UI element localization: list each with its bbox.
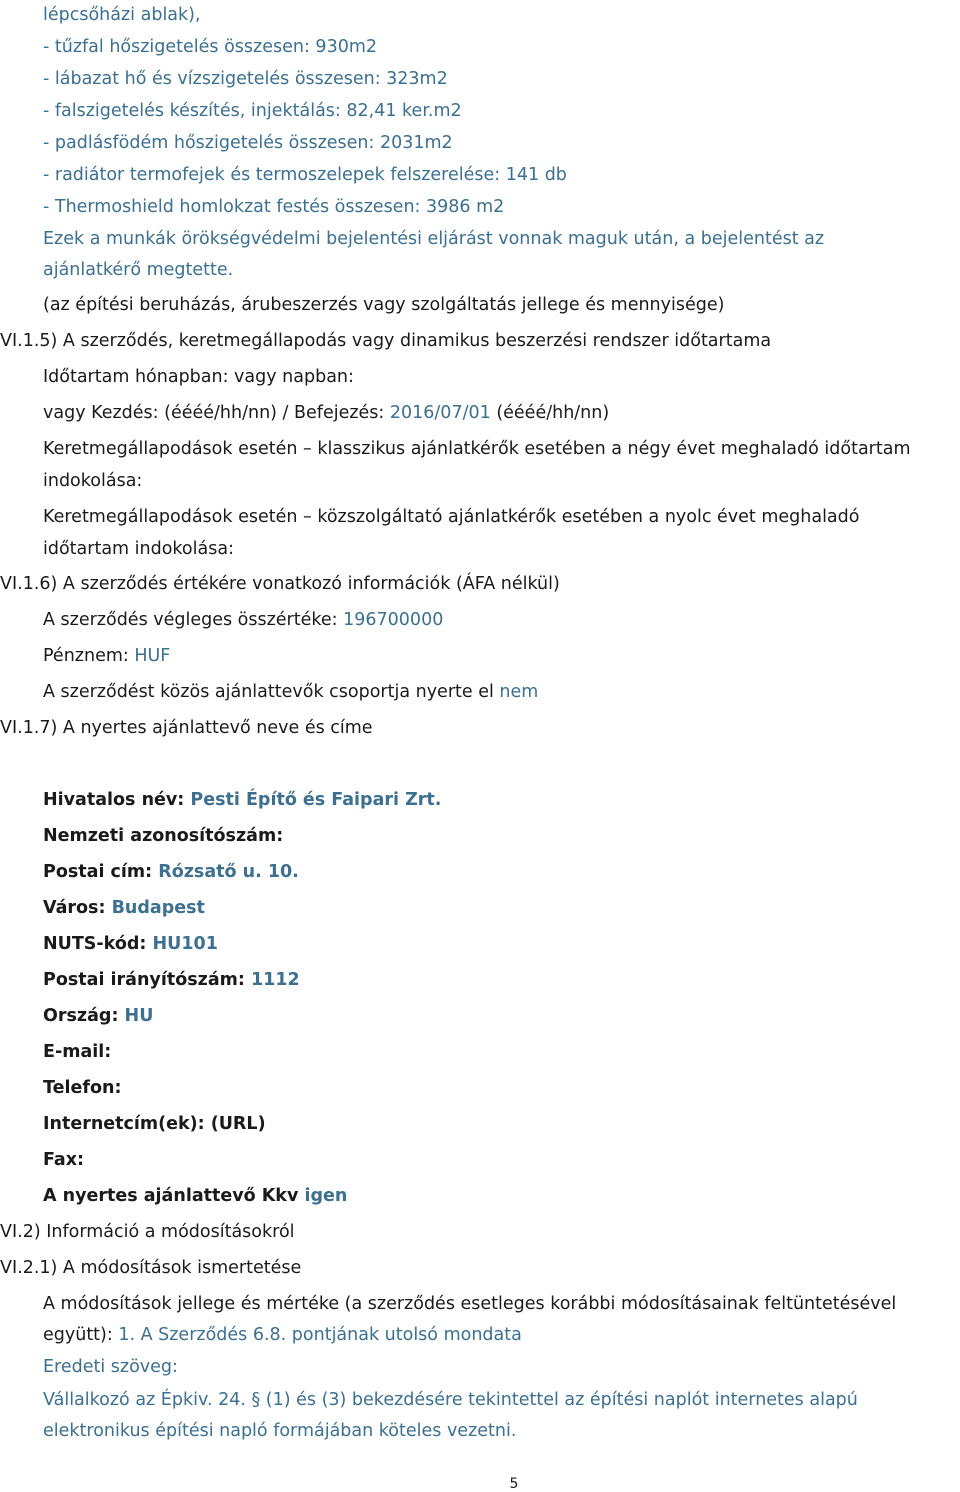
- modifications-heading: VI.2) Információ a módosításokról: [0, 1222, 295, 1242]
- currency-row: [43, 645, 170, 667]
- dates-suffix: (éééé/hh/nn): [490, 403, 610, 423]
- winner-zip-row: [43, 969, 300, 991]
- winner-address-row: [43, 861, 299, 883]
- modifications-desc-line-1: A módosítások jellege és mértéke (a szerződés esetleges korábbi módosításainak feltüntetésével: [43, 1294, 897, 1314]
- works-line-8: Ezek a munkák örökségvédelmi bejelentési eljárást vonnak maguk után, a bejelentést az: [43, 229, 825, 249]
- works-line-7: - Thermoshield homlokzat festés összesen: 3986 m2: [43, 197, 505, 217]
- currency-label: Pénznem:: [43, 646, 135, 666]
- classic-justification-line-2: indokolása:: [43, 471, 143, 491]
- winner-city-row: [43, 897, 205, 919]
- winner-sme-value: igen: [304, 1186, 348, 1206]
- end-date: 2016/07/01: [389, 403, 491, 423]
- total-value: 196700000: [343, 610, 444, 630]
- winner-sme-row: [43, 1185, 347, 1207]
- winner-sme-label: A nyertes ajánlattevő Kkv: [43, 1186, 305, 1206]
- works-line-3: - lábazat hő és vízszigetelés összesen: 323m2: [43, 69, 448, 89]
- value-heading: VI.1.6) A szerződés értékére vonatkozó információk (ÁFA nélkül): [0, 574, 560, 594]
- winner-phone-label: Telefon:: [43, 1078, 122, 1098]
- works-line-5: - padlásfödém hőszigetelés összesen: 2031m2: [43, 133, 453, 153]
- total-value-label: A szerződés végleges összértéke:: [43, 610, 344, 630]
- total-value-row: [43, 609, 443, 631]
- winner-name-label: Hivatalos név:: [43, 790, 191, 810]
- works-line-4: - falszigetelés készítés, injektálás: 82,41 ker.m2: [43, 101, 462, 121]
- winner-nuts-value: HU101: [152, 934, 218, 954]
- winner-city-label: Város:: [43, 898, 112, 918]
- original-text-line-2: elektronikus építési napló formájában köteles vezetni.: [43, 1421, 517, 1441]
- winner-name-row: [43, 789, 441, 811]
- modifications-desc-value: 1. A Szerződés 6.8. pontjának utolsó mondata: [118, 1325, 522, 1345]
- modifications-desc-line-2: [43, 1324, 522, 1346]
- winner-email-label: E-mail:: [43, 1042, 112, 1062]
- page-number: 5: [509, 1476, 519, 1492]
- works-line-9: ajánlatkérő megtette.: [43, 260, 234, 280]
- duration-dates: [43, 402, 609, 424]
- original-text-label: Eredeti szöveg:: [43, 1357, 178, 1377]
- group-row: [43, 681, 538, 703]
- winner-nuts-row: [43, 933, 218, 955]
- winner-address-value: Rózsatő u. 10.: [158, 862, 299, 882]
- classic-justification-line-1: Keretmegállapodások esetén – klasszikus ajánlatkérők esetében a négy évet meghaladó időtartam: [43, 439, 911, 459]
- winner-nuts-label: NUTS-kód:: [43, 934, 153, 954]
- winner-zip-label: Postai irányítószám:: [43, 970, 251, 990]
- winner-country-row: [43, 1005, 153, 1027]
- dates-prefix: vagy Kezdés: (éééé/hh/nn) / Befejezés:: [43, 403, 390, 423]
- duration-heading: VI.1.5) A szerződés, keretmegállapodás vagy dinamikus beszerzési rendszer időtartama: [0, 331, 772, 351]
- nature-note: (az építési beruházás, árubeszerzés vagy szolgáltatás jellege és mennyisége): [43, 295, 725, 315]
- winner-url-label: Internetcím(ek): (URL): [43, 1114, 266, 1134]
- winner-country-label: Ország:: [43, 1006, 125, 1026]
- modifications-sub-heading: VI.2.1) A módosítások ismertetése: [0, 1258, 302, 1278]
- duration-months-label: Időtartam hónapban: vagy napban:: [43, 367, 354, 387]
- original-text-line-1: Vállalkozó az Épkiv. 24. § (1) és (3) bekezdésére tekintettel az építési naplót internetes alapú: [43, 1390, 858, 1410]
- modifications-desc-label: együtt):: [43, 1325, 119, 1345]
- winner-city-value: Budapest: [111, 898, 205, 918]
- utility-justification-line-2: időtartam indokolása:: [43, 539, 234, 559]
- works-line-2: - tűzfal hőszigetelés összesen: 930m2: [43, 37, 378, 57]
- winner-address-label: Postai cím:: [43, 862, 159, 882]
- works-line-6: - radiátor termofejek és termoszelepek felszerelése: 141 db: [43, 165, 567, 185]
- winner-id-label: Nemzeti azonosítószám:: [43, 826, 284, 846]
- utility-justification-line-1: Keretmegállapodások esetén – közszolgáltató ajánlatkérők esetében a nyolc évet meghaladó: [43, 507, 860, 527]
- winner-country-value: HU: [124, 1006, 154, 1026]
- winner-fax-label: Fax:: [43, 1150, 85, 1170]
- currency-value: HUF: [134, 646, 171, 666]
- winner-heading: VI.1.7) A nyertes ajánlattevő neve és címe: [0, 718, 373, 738]
- works-line-1: lépcsőházi ablak),: [43, 5, 201, 25]
- winner-zip-value: 1112: [250, 970, 300, 990]
- group-value: nem: [499, 682, 539, 702]
- winner-name-value: Pesti Építő és Faipari Zrt.: [190, 790, 442, 810]
- group-label: A szerződést közös ajánlattevők csoportja nyerte el: [43, 682, 500, 702]
